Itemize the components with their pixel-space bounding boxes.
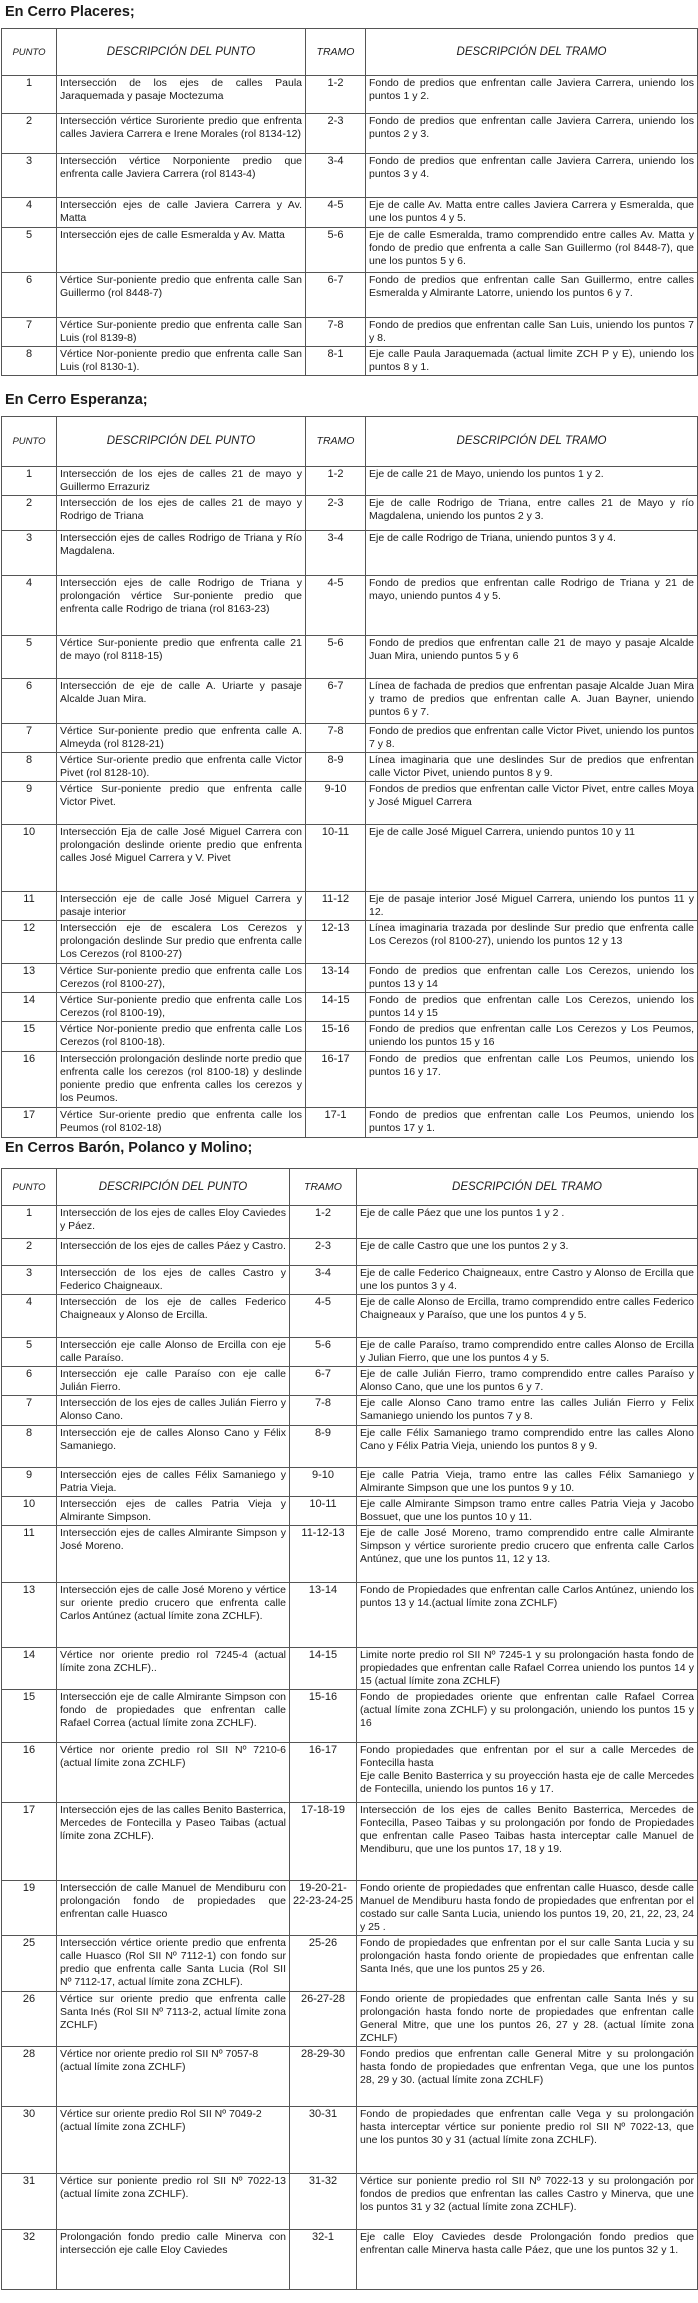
punto-description-cell: Intersección eje de calle José Miguel Carrera y pasaje interior: [57, 892, 306, 921]
punto-description-cell: Vértice sur oriente predio Rol SII Nº 7049-2 (actual límite zona ZCHLF): [57, 2107, 290, 2174]
tramo-description-cell: Fondos de predios que enfrentan calle Victor Pivet, entre calles Moya y José Miguel Carrera: [366, 782, 698, 825]
tramo-description-cell: Fondo de predios que enfrentan calle Los Cerezos, uniendo los puntos 13 y 14: [366, 964, 698, 993]
tramo-cell: 25-26: [290, 1936, 357, 1992]
punto-cell: 19: [2, 1881, 57, 1936]
tramo-cell: 1-2: [306, 467, 366, 496]
punto-cell: 5: [2, 636, 57, 679]
punto-description-cell: Intersección eje de calle Almirante Simpson con fondo de propiedades que enfrentan calle Rafael Correa (actual límite zona ZCHLF).: [57, 1690, 290, 1743]
tramo-cell: 19-20-21-22-23-24-25: [290, 1881, 357, 1936]
punto-cell: 3: [2, 154, 57, 198]
table-row: [2, 496, 698, 531]
tramo-description-cell: Fondo de predios que enfrentan calle Rodrigo de Triana y 21 de mayo, uniendo puntos 4 y 5.: [366, 576, 698, 636]
boundary-table: [1, 1168, 698, 2290]
table-row: [2, 1239, 698, 1266]
punto-description-cell: Intersección eje calle Paraíso con eje calle Julián Fierro.: [57, 1367, 290, 1396]
tramo-cell: 30-31: [290, 2107, 357, 2174]
tramo-description-cell: Eje de pasaje interior José Miguel Carrera, uniendo los puntos 11 y 12.: [366, 892, 698, 921]
table-row: [2, 1022, 698, 1052]
punto-description-cell: Intersección Eja de calle José Miguel Carrera con prolongación deslinde oriente predio que enfrenta calles José Miguel Carrera y V. Pivet: [57, 825, 306, 892]
tramo-cell: 6-7: [306, 679, 366, 724]
tramo-description-cell: Eje de calle Paraíso, tramo comprendido entre calles Alonso de Ercilla y Julian Fierro, que une los puntos 4 y 5.: [357, 1338, 698, 1367]
punto-cell: 13: [2, 1583, 57, 1648]
tramo-description-cell: Línea imaginaria trazada por deslinde Sur predio que enfrenta calle Los Cerezos (rol 8100-27), uniendo los puntos 12 y 13: [366, 921, 698, 964]
tramo-description-cell: Fondo de Propiedades que enfrentan calle Carlos Antúnez, uniendo los puntos 13 y 14.(actual límite zona ZCHLF): [357, 1583, 698, 1648]
table-header-row: [2, 417, 698, 467]
table-row: [2, 1108, 698, 1138]
table-row: [2, 347, 698, 376]
tramo-description-cell: Intersección de los ejes de calles Benito Basterrica, Mercedes de Fontecilla, Paseo Taibas y su prolongación por fondo de Propiedades que enfrentan calle Paseo Taibas hasta interceptar calle Manuel de Mendiburu, que une los puntos 17, 18 y 19.: [357, 1803, 698, 1881]
tramo-cell: 15-16: [290, 1690, 357, 1743]
table-row: [2, 576, 698, 636]
tramo-cell: 9-10: [290, 1468, 357, 1497]
tramo-cell: 11-12: [306, 892, 366, 921]
table-row: [2, 1497, 698, 1526]
punto-description-cell: Intersección vértice Suroriente predio que enfrenta calles Javiera Carrera e Irene Morales (rol 8134-12): [57, 114, 306, 154]
tramo-description-cell: Fondo de predios que enfrentan calle San Guillermo, entre calles Esmeralda y Almirante Latorre, uniendo los puntos 6 y 7.: [366, 273, 698, 318]
punto-description-cell: Vértice Nor-poniente predio que enfrenta calle San Luis (rol 8130-1).: [57, 347, 306, 376]
tramo-description-cell: Fondo de predios que enfrentan calle Los Cerezos y Los Peumos, uniendo los puntos 15 y 16: [366, 1022, 698, 1052]
table-row: [2, 1690, 698, 1743]
tramo-cell: 3-4: [306, 154, 366, 198]
tramo-description-cell: Eje calle Félix Samaniego tramo comprendido entre las calles Alono Cano y Félix Patria Vieja, uniendo los puntos 8 y 9.: [357, 1426, 698, 1468]
punto-description-cell: Vértice Sur-oriente predio que enfrenta calle los Peumos (rol 8102-18): [57, 1108, 306, 1138]
tramo-cell: 5-6: [306, 228, 366, 273]
punto-cell: 5: [2, 1338, 57, 1367]
table-row: [2, 679, 698, 724]
punto-description-cell: Vértice sur oriente predio que enfrenta calle Santa Inés (Rol SII Nº 7113-2, actual límite zona ZCHLF): [57, 1992, 290, 2047]
punto-cell: 25: [2, 1936, 57, 1992]
punto-cell: 1: [2, 1206, 57, 1239]
tramo-description-cell: Eje de calle Páez que une los puntos 1 y 2 .: [357, 1206, 698, 1239]
tramo-description-cell: Eje de calle José Miguel Carrera, uniendo puntos 10 y 11: [366, 825, 698, 892]
punto-cell: 3: [2, 531, 57, 576]
header-descripcion-punto: DESCRIPCIÓN DEL PUNTO: [57, 417, 306, 467]
punto-cell: 7: [2, 318, 57, 347]
tramo-cell: 26-27-28: [290, 1992, 357, 2047]
table-row: [2, 1396, 698, 1426]
tramo-cell: 17-18-19: [290, 1803, 357, 1881]
punto-cell: 1: [2, 467, 57, 496]
punto-cell: 2: [2, 496, 57, 531]
tramo-cell: 10-11: [290, 1497, 357, 1526]
tramo-cell: 5-6: [290, 1338, 357, 1367]
punto-cell: 16: [2, 1052, 57, 1108]
punto-cell: 4: [2, 576, 57, 636]
tramo-cell: 31-32: [290, 2174, 357, 2230]
punto-description-cell: Intersección ejes de calles Rodrigo de Triana y Río Magdalena.: [57, 531, 306, 576]
table-row: [2, 76, 698, 114]
punto-cell: 8: [2, 1426, 57, 1468]
tramo-cell: 14-15: [290, 1648, 357, 1690]
tramo-cell: 5-6: [306, 636, 366, 679]
tramo-description-cell: Fondo predios que enfrentan calle General Mitre y su prolongación hasta fondo de propiedades que enfrentan Vega, que une los puntos 28, 29 y 30. (actual límite zona ZCHLF): [357, 2047, 698, 2107]
table-header-row: [2, 29, 698, 76]
punto-description-cell: Intersección de los ejes de calles 21 de mayo y Rodrigo de Triana: [57, 496, 306, 531]
tramo-description-cell: Fondo de propiedades que enfrentan calle Vega y su prolongación hasta interceptar vértice sur poniente predio rol SII Nº 7022-13, que une los puntos 30 y 31 (actual límite zona ZCHLF).: [357, 2107, 698, 2174]
tramo-description-cell: Eje de calle Av. Matta entre calles Javiera Carrera y Esmeralda, que une los puntos 4 y 5.: [366, 198, 698, 228]
tramo-cell: 9-10: [306, 782, 366, 825]
header-descripcion-punto: DESCRIPCIÓN DEL PUNTO: [57, 1169, 290, 1206]
punto-cell: 10: [2, 825, 57, 892]
tramo-description-cell: Fondo de predios que enfrentan calle Victor Pivet, uniendo los puntos 7 y 8.: [366, 724, 698, 753]
punto-cell: 12: [2, 921, 57, 964]
tramo-cell: 1-2: [290, 1206, 357, 1239]
tramo-description-cell: Fondo de predios que enfrentan calle Javiera Carrera, uniendo los puntos 1 y 2.: [366, 76, 698, 114]
punto-cell: 16: [2, 1743, 57, 1803]
punto-description-cell: Vértice Sur-poniente predio que enfrenta calle A. Almeyda (rol 8128-21): [57, 724, 306, 753]
section-title: En Cerro Placeres;: [5, 4, 135, 20]
punto-description-cell: Vértice nor oriente predio rol SII Nº 7057-8 (actual límite zona ZCHLF): [57, 2047, 290, 2107]
punto-description-cell: Intersección ejes de calle José Moreno y vértice sur oriente predio crucero que enfrenta calle Carlos Antúnez (actual límite zona ZCHLF).: [57, 1583, 290, 1648]
tramo-cell: 16-17: [290, 1743, 357, 1803]
punto-description-cell: Intersección ejes de calles Félix Samaniego y Patria Vieja.: [57, 1468, 290, 1497]
punto-description-cell: Intersección ejes de calles Patria Vieja y Almirante Simpson.: [57, 1497, 290, 1526]
punto-description-cell: Vértice Sur-poniente predio que enfrenta calle Los Cerezos (rol 8100-19),: [57, 993, 306, 1022]
table-row: [2, 782, 698, 825]
table-row: [2, 753, 698, 782]
tramo-description-cell: Eje calle Alonso Cano tramo entre las calles Julián Fierro y Felix Samaniego uniendo los puntos 7 y 8.: [357, 1396, 698, 1426]
tramo-cell: 16-17: [306, 1052, 366, 1108]
tramo-description-cell: Línea imaginaria que une deslindes Sur de predios que enfrentan calle Victor Pivet, uniendo puntos 8 y 9.: [366, 753, 698, 782]
tramo-cell: 6-7: [306, 273, 366, 318]
boundary-table: [1, 28, 698, 376]
tramo-description-cell: Eje de calle Rodrigo de Triana, entre calles 21 de Mayo y río Magdalena, uniendo los puntos 2 y 3.: [366, 496, 698, 531]
tramo-cell: 7-8: [306, 318, 366, 347]
header-tramo: TRAMO: [306, 29, 366, 76]
tramo-cell: 3-4: [306, 531, 366, 576]
header-descripcion-punto: DESCRIPCIÓN DEL PUNTO: [57, 29, 306, 76]
table-row: [2, 993, 698, 1022]
tramo-cell: 1-2: [306, 76, 366, 114]
punto-description-cell: Intersección de los ejes de calles 21 de mayo y Guillermo Errazuriz: [57, 467, 306, 496]
table-row: [2, 1583, 698, 1648]
tramo-cell: 4-5: [306, 198, 366, 228]
table-row: [2, 1338, 698, 1367]
tramo-description-cell: Fondo de propiedades que enfrentan por el sur calle Santa Lucia y su prolongación hasta fondo oriente de propiedades que enfrentan calle Santa Inés, que une los puntos 25 y 26.: [357, 1936, 698, 1992]
tramo-description-cell: Eje de calle Castro que une los puntos 2 y 3.: [357, 1239, 698, 1266]
punto-description-cell: Vértice Sur-oriente predio que enfrenta calle Victor Pivet (rol 8128-10).: [57, 753, 306, 782]
punto-description-cell: Intersección vértice oriente predio que enfrenta calle Huasco (Rol SII Nº 7112-1) con fondo sur predio que enfrenta calle Santa Lucia (Rol SII Nº 7112-17, actual límite zona ZCHLF).: [57, 1936, 290, 1992]
tramo-cell: 8-9: [290, 1426, 357, 1468]
tramo-cell: 14-15: [306, 993, 366, 1022]
tramo-description-cell: Fondo propiedades que enfrentan por el sur a calle Mercedes de Fontecilla hasta Eje calle Benito Basterrica y su proyección hasta eje de calle Mercedes de Fontecilla, uniendo los puntos 16 y 17.: [357, 1743, 698, 1803]
section-title: En Cerro Esperanza;: [5, 392, 148, 408]
tramo-description-cell: Eje calle Eloy Caviedes desde Prolongación fondo predios que enfrentan calle Minerva hasta calle Páez, que une los puntos 32 y 1.: [357, 2230, 698, 2290]
tramo-description-cell: Limite norte predio rol SII Nº 7245-1 y su prolongación hasta fondo de propiedades que enfrentan calle Rafael Correa uniendo los puntos 14 y 15 (actual límite zona ZCHLF): [357, 1648, 698, 1690]
header-descripcion-tramo: DESCRIPCIÓN DEL TRAMO: [366, 417, 698, 467]
tramo-cell: 7-8: [290, 1396, 357, 1426]
boundary-table: [1, 416, 698, 1138]
punto-description-cell: Vértice Sur-poniente predio que enfrenta calle San Luis (rol 8139-8): [57, 318, 306, 347]
table-row: [2, 198, 698, 228]
punto-cell: 6: [2, 679, 57, 724]
table-row: [2, 273, 698, 318]
tramo-description-cell: Fondo de predios que enfrentan calle Javiera Carrera, uniendo los puntos 3 y 4.: [366, 154, 698, 198]
tramo-cell: 4-5: [290, 1295, 357, 1338]
table-row: [2, 1992, 698, 2047]
punto-cell: 30: [2, 2107, 57, 2174]
header-tramo: TRAMO: [306, 417, 366, 467]
table-row: [2, 1881, 698, 1936]
tramo-cell: 7-8: [306, 724, 366, 753]
tramo-cell: 2-3: [290, 1239, 357, 1266]
punto-description-cell: Intersección ejes de calle Rodrigo de Triana y prolongación vértice Sur-poniente predio que enfrenta calle Rodrigo de triana (rol 8163-23): [57, 576, 306, 636]
punto-description-cell: Intersección eje de escalera Los Cerezos y prolongación deslinde Sur predio que enfrenta calle Los Cerezos (rol 8100-27): [57, 921, 306, 964]
punto-description-cell: Vértice Sur-poniente predio que enfrenta calle Victor Pivet.: [57, 782, 306, 825]
punto-cell: 4: [2, 198, 57, 228]
tramo-description-cell: Fondo de predios que enfrentan calle Javiera Carrera, uniendo los puntos 2 y 3.: [366, 114, 698, 154]
punto-cell: 14: [2, 1648, 57, 1690]
tramo-cell: 8-1: [306, 347, 366, 376]
punto-cell: 11: [2, 892, 57, 921]
table-row: [2, 114, 698, 154]
tramo-description-cell: Fondo de predios que enfrentan calle San Luis, uniendo los puntos 7 y 8.: [366, 318, 698, 347]
punto-description-cell: Intersección ejes de las calles Benito Basterrica, Mercedes de Fontecilla y Paseo Taibas (actual límite zona ZCHLF).: [57, 1803, 290, 1881]
punto-cell: 11: [2, 1526, 57, 1583]
punto-description-cell: Intersección de los ejes de calles Paula Jaraquemada y pasaje Moctezuma: [57, 76, 306, 114]
punto-description-cell: Vértice Nor-poniente predio que enfrenta calle Los Cerezos (rol 8100-18).: [57, 1022, 306, 1052]
tramo-cell: 11-12-13: [290, 1526, 357, 1583]
punto-description-cell: Intersección vértice Norponiente predio que enfrenta calle Javiera Carrera (rol 8143-4): [57, 154, 306, 198]
header-tramo: TRAMO: [290, 1169, 357, 1206]
punto-cell: 7: [2, 724, 57, 753]
table-row: [2, 2230, 698, 2290]
table-row: [2, 1648, 698, 1690]
tramo-description-cell: Fondo de propiedades oriente que enfrentan calle Rafael Correa (actual límite zona ZCHLF) y su prolongación, uniendo los puntos 15 y 16: [357, 1690, 698, 1743]
table-row: [2, 2047, 698, 2107]
punto-cell: 17: [2, 1803, 57, 1881]
tramo-description-cell: Fondo de predios que enfrentan calle 21 de mayo y pasaje Alcalde Juan Mira, uniendo puntos 5 y 6: [366, 636, 698, 679]
table-row: [2, 1468, 698, 1497]
tramo-description-cell: Fondo oriente de propiedades que enfrentan calle Huasco, desde calle Manuel de Mendiburu hasta fondo de propiedades que enfrentan por el costado sur calle Santa Lucia, uniendo los puntos 19, 20, 21, 22, 23, 24 y 25 .: [357, 1881, 698, 1936]
punto-description-cell: Intersección de los eje de calles Federico Chaigneaux y Alonso de Ercilla.: [57, 1295, 290, 1338]
table-row: [2, 1206, 698, 1239]
punto-cell: 2: [2, 114, 57, 154]
punto-description-cell: Intersección ejes de calle Esmeralda y Av. Matta: [57, 228, 306, 273]
tramo-description-cell: Fondo de predios que enfrentan calle Los Peumos, uniendo los puntos 17 y 1.: [366, 1108, 698, 1138]
tramo-cell: 3-4: [290, 1266, 357, 1295]
punto-description-cell: Intersección de eje de calle A. Uriarte y pasaje Alcalde Juan Mira.: [57, 679, 306, 724]
tramo-cell: 13-14: [306, 964, 366, 993]
punto-description-cell: Intersección de los ejes de calles Páez y Castro.: [57, 1239, 290, 1266]
tramo-description-cell: Eje de calle Esmeralda, tramo comprendido entre calles Av. Matta y fondo de predio que enfrenta a calle San Guillermo (rol 8448-7), que une los puntos 5 y 6.: [366, 228, 698, 273]
punto-cell: 15: [2, 1022, 57, 1052]
punto-cell: 9: [2, 782, 57, 825]
table-row: [2, 467, 698, 496]
tramo-description-cell: Eje calle Patria Vieja, tramo entre las calles Félix Samaniego y Almirante Simpson que une los puntos 9 y 10.: [357, 1468, 698, 1497]
table-row: [2, 2174, 698, 2230]
document: [0, 2, 698, 2290]
punto-description-cell: Vértice nor oriente predio rol 7245-4 (actual límite zona ZCHLF)..: [57, 1648, 290, 1690]
tramo-cell: 6-7: [290, 1367, 357, 1396]
punto-description-cell: Vértice Sur-poniente predio que enfrenta calle San Guillermo (rol 8448-7): [57, 273, 306, 318]
table-row: [2, 1052, 698, 1108]
tramo-description-cell: Eje calle Paula Jaraquemada (actual limite ZCH P y E), uniendo los puntos 8 y 1.: [366, 347, 698, 376]
punto-description-cell: Intersección ejes de calle Javiera Carrera y Av. Matta: [57, 198, 306, 228]
table-row: [2, 636, 698, 679]
tramo-description-cell: Fondo oriente de propiedades que enfrentan calle Santa Inés y su prolongación hasta fondo norte de propiedades que enfrentan calle General Mitre, que une los puntos 26, 27 y 28. (actual límite zona ZCHLF): [357, 1992, 698, 2047]
tramo-cell: 17-1: [306, 1108, 366, 1138]
punto-description-cell: Intersección de los ejes de calles Castro y Federico Chaigneaux.: [57, 1266, 290, 1295]
header-descripcion-tramo: DESCRIPCIÓN DEL TRAMO: [366, 29, 698, 76]
punto-cell: 3: [2, 1266, 57, 1295]
tramo-cell: 4-5: [306, 576, 366, 636]
punto-cell: 28: [2, 2047, 57, 2107]
punto-cell: 8: [2, 753, 57, 782]
tramo-cell: 2-3: [306, 114, 366, 154]
table-row: [2, 1266, 698, 1295]
punto-description-cell: Intersección de calle Manuel de Mendiburu con prolongación fondo de propiedades que enfrentan calle Huasco: [57, 1881, 290, 1936]
header-punto: PUNTO: [2, 1169, 57, 1206]
tramo-description-cell: Eje de calle José Moreno, tramo comprendido entre calle Almirante Simpson y vértice suroriente predio crucero que enfrenta calle Carlos Antúnez, que une los puntos 11, 12 y 13.: [357, 1526, 698, 1583]
table-row: [2, 1367, 698, 1396]
punto-description-cell: Intersección de los ejes de calles Eloy Caviedes y Páez.: [57, 1206, 290, 1239]
punto-description-cell: Intersección de los ejes de calles Julián Fierro y Alonso Cano.: [57, 1396, 290, 1426]
punto-description-cell: Vértice Sur-poniente predio que enfrenta calle Los Cerezos (rol 8100-27),: [57, 964, 306, 993]
table-row: [2, 228, 698, 273]
punto-cell: 2: [2, 1239, 57, 1266]
table-row: [2, 921, 698, 964]
table-row: [2, 964, 698, 993]
punto-cell: 26: [2, 1992, 57, 2047]
punto-cell: 6: [2, 1367, 57, 1396]
header-punto: PUNTO: [2, 417, 57, 467]
punto-cell: 32: [2, 2230, 57, 2290]
punto-cell: 13: [2, 964, 57, 993]
punto-cell: 10: [2, 1497, 57, 1526]
table-row: [2, 1295, 698, 1338]
table-header-row: [2, 1169, 698, 1206]
table-row: [2, 154, 698, 198]
tramo-cell: 32-1: [290, 2230, 357, 2290]
table-row: [2, 825, 698, 892]
punto-description-cell: Vértice sur poniente predio rol SII Nº 7022-13 (actual límite zona ZCHLF).: [57, 2174, 290, 2230]
tramo-cell: 15-16: [306, 1022, 366, 1052]
tramo-cell: 13-14: [290, 1583, 357, 1648]
tramo-description-cell: Eje calle Almirante Simpson tramo entre calles Patria Vieja y Jacobo Bossuet, que une los puntos 10 y 11.: [357, 1497, 698, 1526]
punto-cell: 5: [2, 228, 57, 273]
tramo-description-cell: Vértice sur poniente predio rol SII Nº 7022-13 y su prolongación por fondos de predios que enfrentan las calles Castro y Minerva, que une los puntos 31 y 32 (actual límite zona ZCHLF).: [357, 2174, 698, 2230]
punto-description-cell: Vértice Sur-poniente predio que enfrenta calle 21 de mayo (rol 8118-15): [57, 636, 306, 679]
tramo-description-cell: Eje de calle 21 de Mayo, uniendo los puntos 1 y 2.: [366, 467, 698, 496]
tramo-description-cell: Eje de calle Alonso de Ercilla, tramo comprendido entre calles Federico Chaigneaux y Paraíso, que une los puntos 4 y 5.: [357, 1295, 698, 1338]
table-row: [2, 531, 698, 576]
table-row: [2, 2107, 698, 2174]
table-row: [2, 1743, 698, 1803]
punto-description-cell: Intersección prolongación deslinde norte predio que enfrenta calle los cerezos (rol 8100-18) y deslinde poniente predio que enfrenta calles los cerezos y los Peumos.: [57, 1052, 306, 1108]
tramo-cell: 8-9: [306, 753, 366, 782]
table-row: [2, 892, 698, 921]
header-descripcion-tramo: DESCRIPCIÓN DEL TRAMO: [357, 1169, 698, 1206]
tramo-cell: 28-29-30: [290, 2047, 357, 2107]
punto-cell: 15: [2, 1690, 57, 1743]
table-row: [2, 1526, 698, 1583]
table-row: [2, 1936, 698, 1992]
table-row: [2, 1803, 698, 1881]
punto-cell: 4: [2, 1295, 57, 1338]
tramo-description-cell: Fondo de predios que enfrentan calle Los Cerezos, uniendo los puntos 14 y 15: [366, 993, 698, 1022]
punto-cell: 14: [2, 993, 57, 1022]
tramo-description-cell: Línea de fachada de predios que enfrentan pasaje Alcalde Juan Mira y tramo de predios que enfrentan calle A. Juan Bayner, uniendo puntos 6 y 7.: [366, 679, 698, 724]
tramo-description-cell: Eje de calle Rodrigo de Triana, uniendo puntos 3 y 4.: [366, 531, 698, 576]
punto-description-cell: Intersección ejes de calles Almirante Simpson y José Moreno.: [57, 1526, 290, 1583]
punto-cell: 7: [2, 1396, 57, 1426]
tramo-description-cell: Eje de calle Federico Chaigneaux, entre Castro y Alonso de Ercilla que une los puntos 3 y 4.: [357, 1266, 698, 1295]
punto-description-cell: Intersección eje de calles Alonso Cano y Félix Samaniego.: [57, 1426, 290, 1468]
punto-cell: 1: [2, 76, 57, 114]
punto-description-cell: Prolongación fondo predio calle Minerva con intersección eje calle Eloy Caviedes: [57, 2230, 290, 2290]
table-row: [2, 1426, 698, 1468]
tramo-cell: 2-3: [306, 496, 366, 531]
tramo-cell: 12-13: [306, 921, 366, 964]
punto-cell: 31: [2, 2174, 57, 2230]
punto-description-cell: Intersección eje calle Alonso de Ercilla con eje calle Paraíso.: [57, 1338, 290, 1367]
table-row: [2, 318, 698, 347]
tramo-cell: 10-11: [306, 825, 366, 892]
punto-cell: 8: [2, 347, 57, 376]
punto-cell: 17: [2, 1108, 57, 1138]
punto-cell: 9: [2, 1468, 57, 1497]
section-title: En Cerros Barón, Polanco y Molino;: [5, 1140, 253, 1156]
header-punto: PUNTO: [2, 29, 57, 76]
table-row: [2, 724, 698, 753]
punto-cell: 6: [2, 273, 57, 318]
punto-description-cell: Vértice nor oriente predio rol SII Nº 7210-6 (actual límite zona ZCHLF): [57, 1743, 290, 1803]
tramo-description-cell: Eje de calle Julián Fierro, tramo comprendido entre calles Paraíso y Alonso Cano, que une los puntos 6 y 7.: [357, 1367, 698, 1396]
tramo-description-cell: Fondo de predios que enfrentan calle Los Peumos, uniendo los puntos 16 y 17.: [366, 1052, 698, 1108]
